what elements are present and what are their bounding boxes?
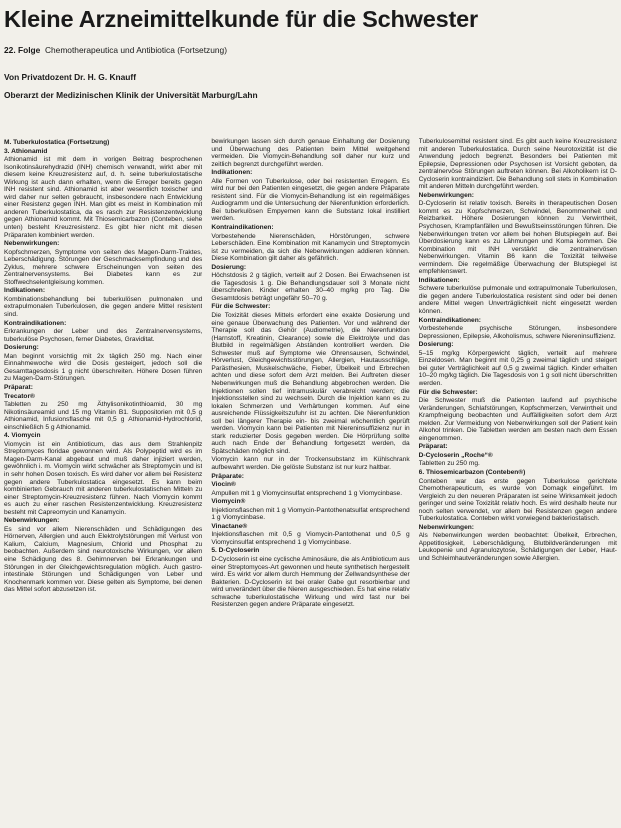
body-paragraph: Tuberkulosemittel resistent sind. Es gibt auch keine Kreuzresistenz mit anderen Tuberkulostatica. Durch seine Neurotoxizität ist die Anwendung jedoch begrenzt. Besonders bei Patienten mit Epilepsie, Depressionen oder Psychosen ist Vorsicht geboten, da zentralnervöse Störungen auftreten können. Bei Alkoholikern ist D-Cycloserin kontraindiziert. Die Behandlung soll stets in Kombination mit anderen Mitteln durchgeführt werden.	[418, 138, 617, 191]
body-paragraph: Vorbestehende psychische Störungen, insbesondere Depressionen, Epilepsie, Alkoholismus, schwere Niereninsuffizienz.	[418, 325, 617, 340]
body-paragraph: Injektionsflaschen mit 1 g Viomycin-Pantothenatsulfat entsprechend 1 g Viomycinbase.	[211, 506, 410, 522]
section-heading: 3. Athionamid	[4, 147, 48, 155]
section-heading: Indikationen:	[418, 276, 460, 284]
preparation-name: Vinactane®	[211, 522, 248, 530]
body-paragraph: Man beginnt vorsichtig mit 2x täglich 250 mg. Nach einer Einnahmewoche wird die Dosis gesteigert, jedoch soll die Gesamttagesdosis 1 g nicht überschreiten. Höhere Dosen führen zu Magen-Darm-Störungen.	[4, 352, 203, 383]
preparation-name: D-Cycloserin „Roche“®	[418, 451, 493, 459]
body-paragraph: Alle Formen von Tuberkulose, oder bei resistenten Erregern. Es wird nur bei den Patienten eingesetzt, die gegen andere Präparate resistent sind. Für die Viomycin-Behandlung ist ein regelmäßiges Audiogramm und die Untersuchung der Nierenfunktion erforderlich. Bei tuberkulösen Empyemen kann die Substanz lokal instilliert werden.	[211, 177, 410, 223]
preparation-name: Trecator®	[4, 392, 35, 400]
section-heading: Kontraindikationen:	[418, 316, 481, 324]
body-paragraph: Kopfschmerzen, Symptome von seiten des Magen-Darm-Traktes, Leberschädigung. Störungen der Geschmacksempfindung und des Zyklus, mehrere schwere Erscheinungen von seiten des Zentralnervensystems. Bei Diabetes kann es zur Stoffwechselentgleisung kommen.	[4, 248, 203, 286]
body-paragraph: Die Toxizität dieses Mittels erfordert eine exakte Dosierung und eine genaue Überwachung des Patienten. Vor und während der Therapie soll das Gehör (Audiometrie), die Nierenfunktion (Harnstoff, Kreatinin, Clearance) sowie die Elektrolyte und das Blutbild in regelmäßigen Abständen kontrolliert werden. Die Schwester muß auf Symptome wie Ohrensausen, Schwindel, Hörverlust, Gleichgewichtsstörungen, Allergien, Hautausschläge, Parästhesien, Muskelschwäche, Fieber, Übelkeit und Erbrechen achten und diese sofort dem Arzt melden. Bei Auftreten dieser Nebenwirkungen muß die Behandlung abgebrochen werden. Die Injektionen sollen tief intramuskulär verabreicht werden; die Injektionsstellen sind zu wechseln. Durch die Injektion kann es zu lokalen Schmerzen und Verhärtungen kommen. Auf eine ausreichende Flüssigkeitszufuhr ist zu achten. Die Nierenfunktion soll bei längerer Therapie ein- bis zweimal wöchentlich geprüft werden. Viomycin kann bei Patienten mit Niereninsuffizienz nur in stark reduzierter Dosis gegeben werden. Die Hörprüfung sollte auch nach Ende der Behandlung fortgesetzt werden, da Spätschäden möglich sind.	[211, 312, 410, 455]
subtitle-text: Chemotherapeutica und Antibiotica (Fortsetzung)	[44, 45, 227, 55]
body-paragraph: Es sind vor allem Nierenschäden und Schädigungen des Hörnerven, Allergien und auch Elektrolytstörungen mit Verlust von Kalium, Calcium, Magnesium, Chlorid und Phosphat zu beobachten. Außerdem sind neurotoxische Wirkungen, vor allem eine Schädigung des 8. Gehirnnerven bei Erkrankungen und Störungen in der Gleichgewichtsregulation möglich. Auch gastro-intestinale Störungen und Schädigungen von Leber und Knochenmark kommen vor. Diese gelten als Symptome, bei denen das Mittel sofort abzusetzen ist.	[4, 525, 203, 594]
column-3	[419, 138, 617, 828]
section-heading: Dosierung:	[211, 263, 247, 271]
body-paragraph: Athionamid ist mit dem in vorigen Beitrag besprochenen Isonikotinsäurehydrazid (INH) chemisch verwandt, wirkt aber mit diesem keine Kreuzresistenz auf, d. h. seine tuberkulostatische Wirkung ist auch dann erhalten, wenn die Erreger bereits gegen INH resistent sind. Athionamid ist aber wesentlich toxischer und wird daher nur selten gebraucht, insbesondere nach Entwicklung einer Resistenz gegen INH. Man gibt es meist in Kombination mit anderen Tuberkulostatica, da es rasch zur Resistenzentwicklung gegen Athionamid kommt. Mit Thiosemicarbazon (Conteben, siehe unten) besteht Kreuzresistenz. Es gibt hier nicht mit diesen Präparaten kombiniert werden.	[4, 156, 203, 239]
body-paragraph: D-Cycloserin ist eine cyclische Aminosäure, die als Antibioticum aus einer Streptomyces-Art gewonnen und heute synthetisch hergestellt wird. Es wirkt vor allem durch Hemmung der Zellwandsynthese der Bakterien. D-Cycloserin ist bei oraler Gabe gut resorbierbar und wird unverändert über die Nieren ausgeschieden. Es hat eine relativ schwache tuberkulostatische Wirkung und wird fast nur bei Resistenzen gegen andere Präparate eingesetzt.	[211, 555, 410, 609]
section-heading: Kontraindikationen:	[4, 319, 67, 327]
body-paragraph: Viomycin ist ein Antibioticum, das aus dem Strahlenpilz Streptomyces floridae gewonnen wird. Als Polypeptid wird es im Magen-Darm-Kanal abgebaut und muß daher injiziert werden, gewöhnlich i. m. Viomycin wirkt schwächer als Streptomycin und ist in sehr hohen Dosen toxisch. Es wird daher vor allem bei Resistenz gegen andere Tuberkulostatica eingesetzt. Es kann beim kombinierten Gebrauch mit anderen tuberkulostatischen Mitteln zu einer Streptomycin-Kreuzresistenz führen. Nach Viomycin kommt es auch zu einer raschen Resistenzentwicklung. Kreuzresistenz besteht mit Capreomycin und Kanamycin.	[4, 440, 203, 516]
body-paragraph: Höchstdosis 2 g täglich, verteilt auf 2 Dosen. Bei Erwachsenen ist die Tagesdosis 1 g. Die Behandlungsdauer soll 3 Monate nicht überschreiten. Kinder erhalten 30–40 mg/kg pro Tag. Die Gesamtdosis beträgt ungefähr 50–70 g.	[211, 272, 410, 302]
section-heading: Präparat:	[4, 383, 33, 391]
body-paragraph: D-Cycloserin ist relativ toxisch. Bereits in therapeutischen Dosen kommt es zu Kopfschmerzen, Schwindel, Benommenheit und Reizbarkeit. Höhere Dosierungen können zu Verwirrtheit, Psychosen, Krampfanfällen und Bewußtseinsstörungen führen. Die Nebenwirkungen treten vor allem bei hohen Blutspiegeln auf. Bei Überdosierung kann es zu Lähmungen und Koma kommen. Die Kombination mit INH verstärkt die zentralnervösen Nebenwirkungen. Vitamin B6 kann die Toxizität teilweise vermindern. Die regelmäßige Überwachung der Blutspiegel ist empfehlenswert.	[418, 200, 617, 276]
section-heading: Präparat:	[418, 443, 448, 451]
section-heading: Präparate:	[211, 472, 244, 480]
section-heading: Für die Schwester:	[418, 388, 478, 396]
series-number: 22. Folge	[4, 45, 41, 55]
article-subtitle	[4, 45, 617, 55]
body-paragraph: Erkrankungen der Leber und des Zentralnervensystems, tuberkulöse Psychosen, ferner Diabetes, Graviditat.	[4, 328, 203, 343]
section-heading: Nebenwirkungen:	[4, 240, 60, 248]
body-paragraph: Viomycin kann nur in der Trockensubstanz im Kühlschrank aufbewahrt werden. Die gelöste Substanz ist nur kurz haltbar.	[211, 456, 410, 471]
section-heading: Kontraindikationen:	[211, 224, 274, 232]
preparation-name: Viocin®	[211, 481, 236, 489]
body-paragraph: Schwere tuberkulöse pulmonale und extrapulmonale Tuberkulosen, die gegen andere Tuberkulostatica resistent sind oder bei denen andere Mittel wegen Unverträglichkeit nicht eingesetzt werden können.	[418, 285, 617, 316]
section-heading: 4. Viomycin	[4, 432, 41, 440]
body-paragraph: Conteben war das erste gegen Tuberkulose gerichtete Chemotherapeuticum, es wurde von Domagk eingeführt. Im Vergleich zu den neueren Präparaten ist seine Wirksamkeit jedoch geringer und seine Toxizität relativ hoch. Es wird deshalb heute nur noch selten verwendet, vor allem bei Resistenzen gegen andere Tuberkulostatica. Conteben wirkt vorwiegend bakteriostatisch.	[418, 477, 617, 523]
section-heading: Für die Schwester:	[211, 303, 271, 311]
section-heading: Dosierung:	[4, 344, 39, 352]
body-paragraph: Tabletten zu 250 mg.	[418, 460, 480, 468]
body-paragraph: Vorbestehende Nierenschäden, Hörstörungen, schwere Leberschäden. Eine Kombination mit Kanamycin und Streptomycin ist zu vermeiden, da sich die Nebenwirkungen addieren können. Diese Kombination gilt daher als gefährlich.	[211, 232, 410, 263]
body-paragraph: Tabletten zu 250 mg Äthylisonikotinthioamid, 30 mg Nikotinsäureamid und 15 mg Vitamin B1. Suppositorien mit 0,5 g Athionamid, Infusionsflasche mit 0,5 g Athionamid-Hydrochlorid, einschließlich 5 g Athionamid.	[4, 401, 203, 431]
article-title: Kleine Arzneimittelkunde für die Schwester	[4, 6, 478, 32]
body-paragraph: 5–15 mg/kg Körpergewicht täglich, verteilt auf mehrere Einzeldosen. Man beginnt mit 0,25 g zweimal täglich und steigert bei guter Verträglichkeit auf 0,5 g zweimal täglich. Kinder erhalten 10–20 mg/kg täglich. Die Tagesdosis von 1 g soll nicht überschritten werden.	[418, 349, 617, 387]
section-heading: Nebenwirkungen:	[418, 523, 474, 531]
section-heading: Indikationen:	[211, 169, 253, 177]
body-paragraph: Ampullen mit 1 g Viomycinsulfat entsprechend 1 g Viomycinbase.	[211, 489, 403, 497]
affiliation-line: Oberarzt der Medizinischen Klinik der Universität Marburg/Lahn	[4, 90, 258, 100]
column-1	[4, 138, 202, 828]
section-heading: Indikationen:	[4, 287, 46, 295]
body-paragraph: bewirkungen lassen sich durch genaue Einhaltung der Dosierung und Überwachung des Patienten beim Mittel weitgehend vermeiden. Die Viomycin-Behandlung soll daher nur kurz und zeitlich begrenzt durchgeführt werden.	[211, 138, 410, 168]
body-paragraph: Die Schwester muß die Patienten laufend auf psychische Veränderungen, Schlafstörungen, Kopfschmerzen, Verwirrtheit und Krampfneigung beobachten und Auffälligkeiten sofort dem Arzt melden. Zur Vermeidung von Nebenwirkungen soll der Patient kein Alkohol trinken. Die Tabletten werden am besten nach dem Essen eingenommen.	[418, 397, 617, 442]
body-paragraph: Kombinationsbehandlung bei tuberkulösen pulmonalen und extrapulmonalen Tuberkulosen, die gegen andere Mittel resistent sind.	[4, 295, 203, 319]
preparation-name: Viomycin®	[211, 498, 246, 506]
section-heading: Nebenwirkungen:	[4, 517, 60, 525]
section-heading: Dosierung:	[418, 341, 454, 349]
body-paragraph: Als Nebenwirkungen werden beobachtet: Übelkeit, Erbrechen, Appetitlosigkeit, Leberschädigung, Blutbildveränderungen mit Leukopenie und Agranulozytose, Schädigungen der Leber, Haut- und Schleimhautveränderungen sowie Allergien.	[418, 532, 617, 562]
chapter-heading: M. Tuberkulostatica (Fortsetzung)	[4, 139, 110, 146]
section-heading: Nebenwirkungen:	[418, 191, 474, 199]
section-heading: 6. Thiosemicarbazon (Conteben®)	[418, 468, 526, 476]
section-heading: 5. D-Cycloserin	[211, 547, 260, 555]
column-2	[211, 138, 409, 828]
author-line: Von Privatdozent Dr. H. G. Knauff	[4, 72, 136, 82]
body-paragraph: Injektionsflaschen mit 0,5 g Viomycin-Pantothenat und 0,5 g Viomycinsulfat entsprechend 1 g Viomycinbase.	[211, 531, 410, 546]
text-columns	[4, 138, 617, 828]
